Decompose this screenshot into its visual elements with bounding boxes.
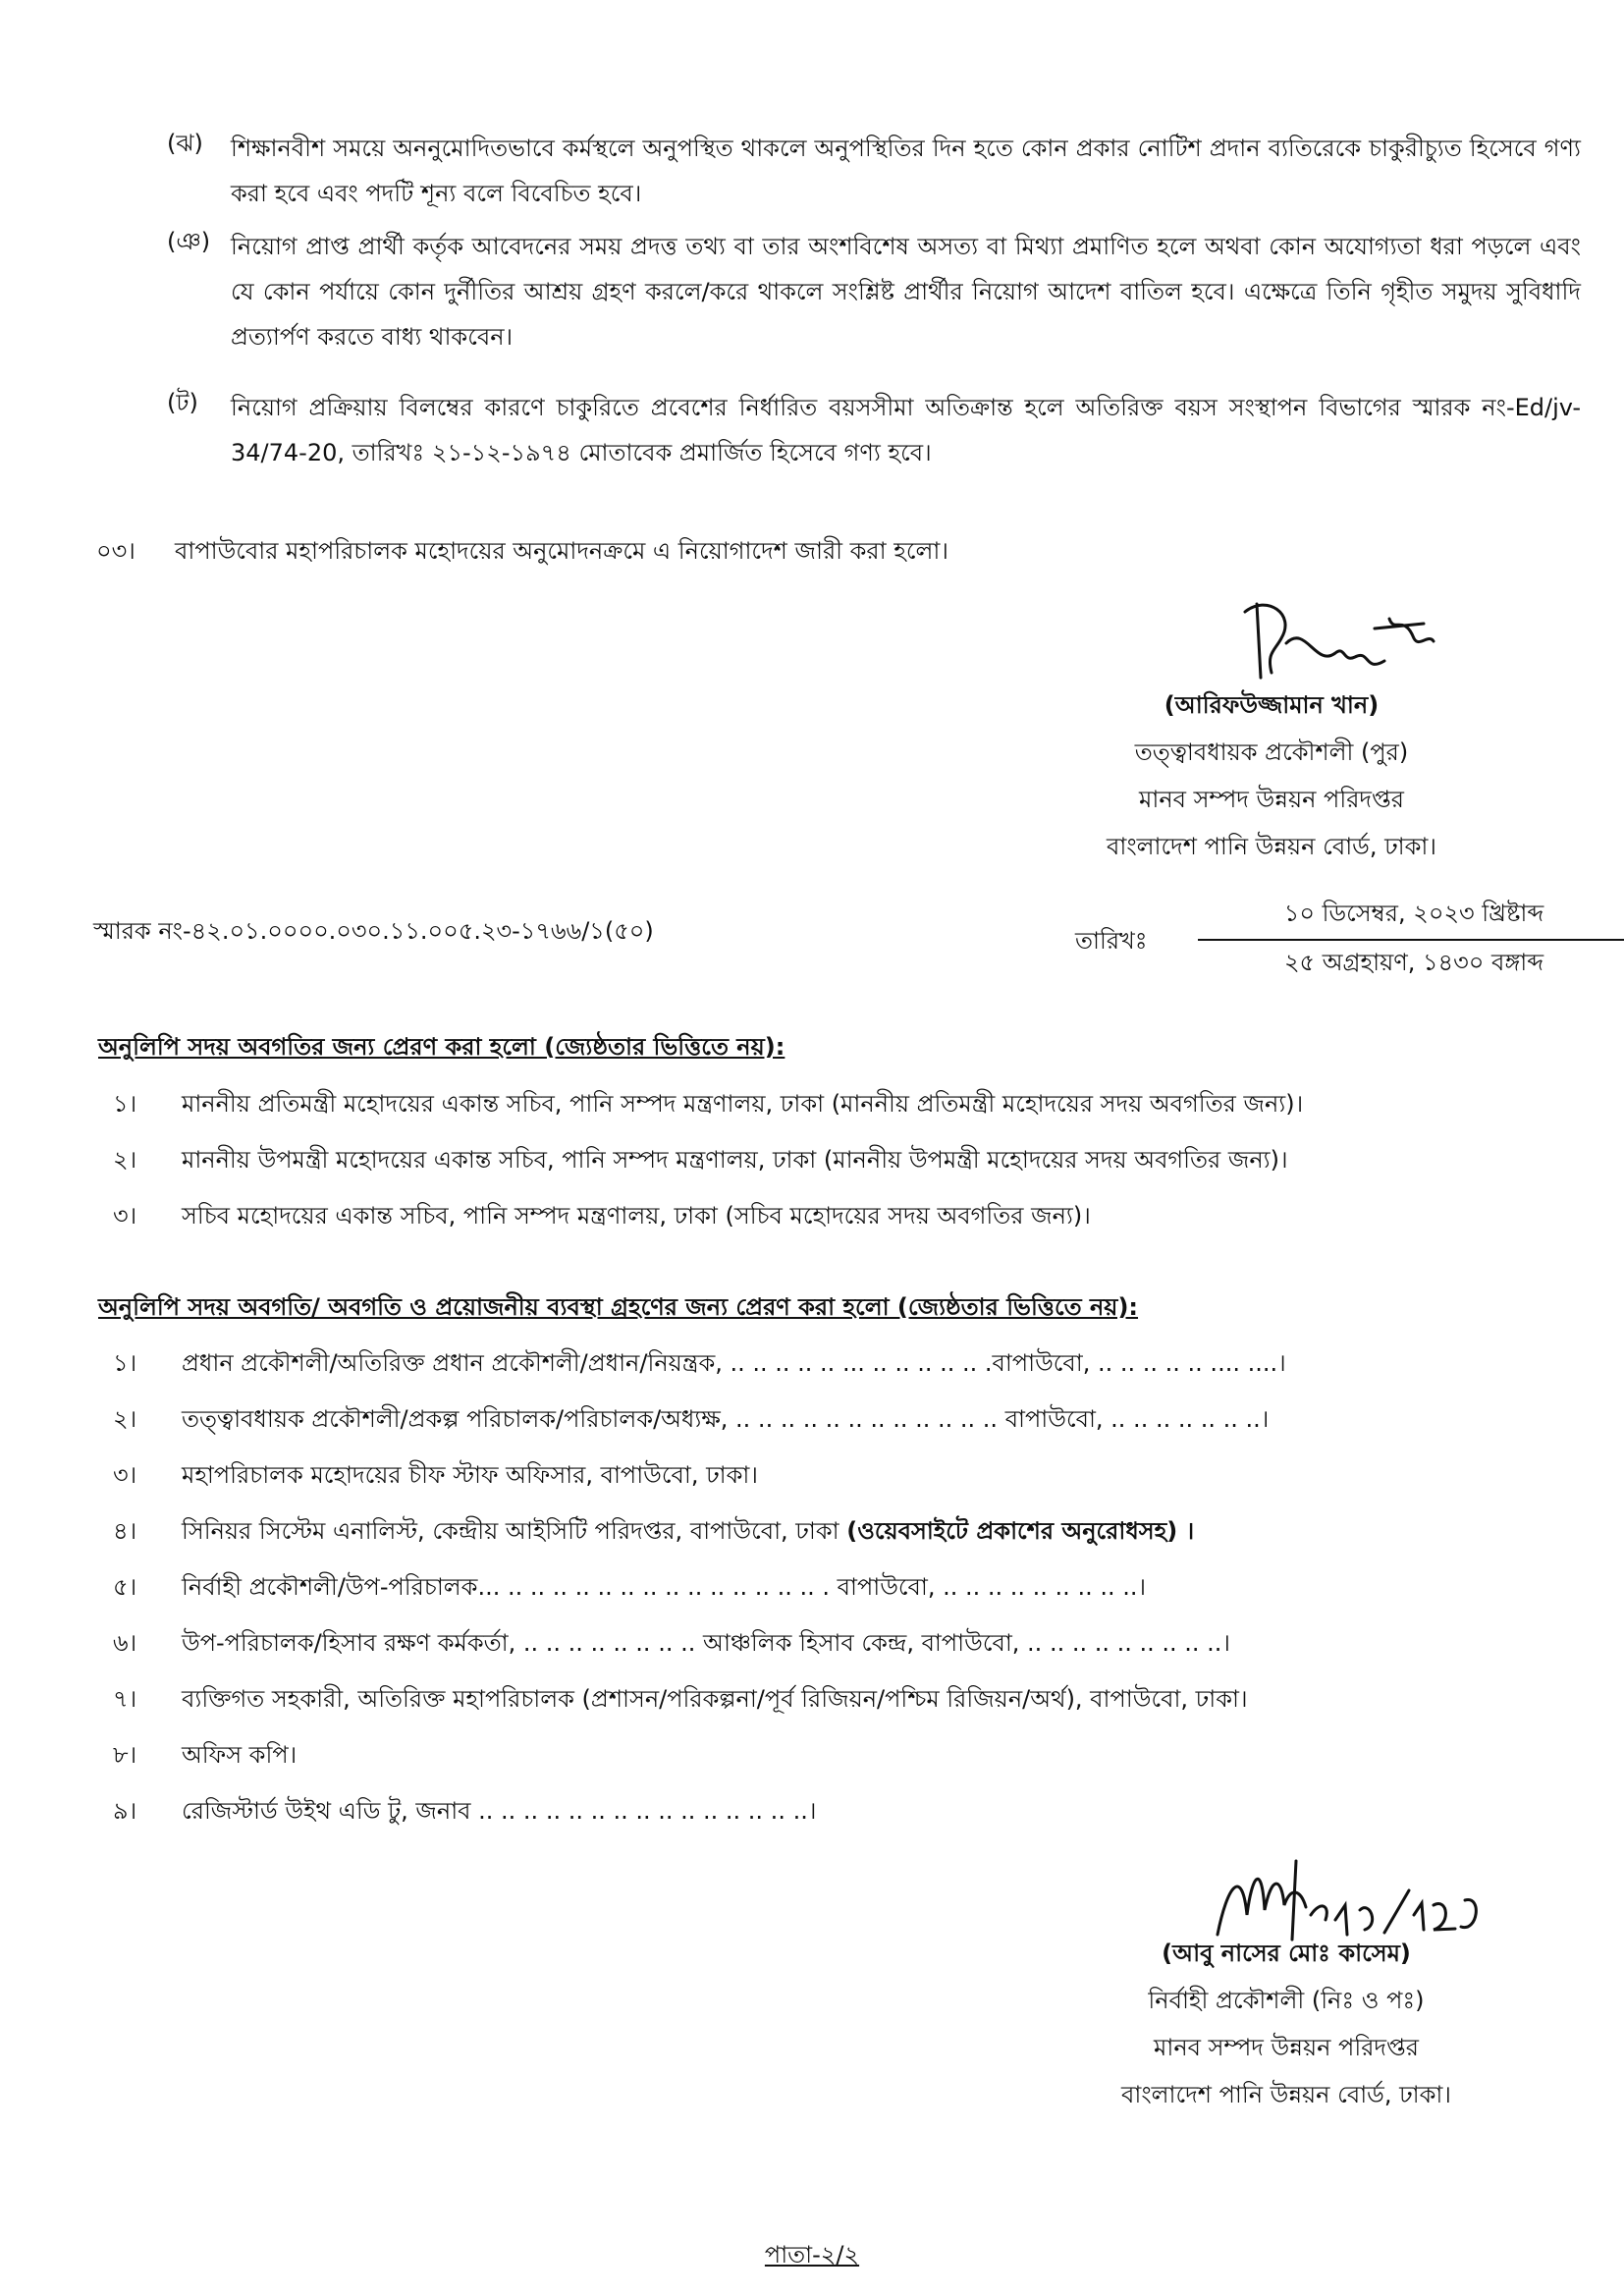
list-item-text: সিনিয়র সিস্টেম এনালিস্ট, কেন্দ্রীয় আইসিটি পরিদপ্তর, বাপাউবো, ঢাকা <box>182 1517 847 1545</box>
signatory-2-office: মানব সম্পদ উন্নয়ন পরিদপ্তর <box>1154 2034 1419 2061</box>
list-item <box>113 1345 1566 1385</box>
order-number: ০৩। <box>96 537 135 565</box>
list-item <box>113 1086 1566 1125</box>
signatory-2-block <box>1041 1930 1532 2118</box>
signatory-1-designation: তত্ত্বাবধায়ক প্রকৌশলী (পুর) <box>1134 738 1409 766</box>
signatory-2-designation: নির্বাহী প্রকৌশলী (নিঃ ও পঃ) <box>1148 1987 1425 2014</box>
clause-nya <box>167 224 1581 359</box>
clause-marker: (ঞ) <box>167 228 211 255</box>
signatory-2-org: বাংলাদেশ পানি উন্নয়ন বোর্ড, ঢাকা। <box>1121 2081 1451 2108</box>
list-item-number: ৩। <box>113 1202 137 1230</box>
list-item <box>113 1513 1566 1553</box>
list-item-number: ৭। <box>113 1685 137 1713</box>
list-item-number: ২। <box>113 1146 137 1174</box>
date-label: তারিখঃ <box>1075 927 1148 955</box>
list-item <box>113 1198 1566 1237</box>
list-item-number: ৬। <box>113 1629 137 1657</box>
list-item <box>113 1457 1566 1497</box>
list-item-text: প্রধান প্রকৌশলী/অতিরিক্ত প্রধান প্রকৌশলী/প্রধান/নিয়ন্ত্রক, .. .. .. .. .. ... .. .. .. .. .. .বাপাউবো, .. .. .. .. .. .... ....। <box>182 1349 1286 1377</box>
list-item-text: রেজিস্টার্ড উইথ এডি টু, জনাব .. .. .. .. .. .. .. .. .. .. .. .. .. .. ..। <box>182 1797 817 1825</box>
clause-jha <box>167 126 1581 216</box>
cc1-heading: অনুলিপি সদয় অবগতির জন্য প্রেরণ করা হলো (জ্যেষ্ঠতার ভিত্তিতে নয়): <box>98 1033 785 1061</box>
list-item-text: মাননীয় উপমন্ত্রী মহোদয়ের একান্ত সচিব, পানি সম্পদ মন্ত্রণালয়, ঢাকা (মাননীয় উপমন্ত্রী মহোদয়ের সদয় অবগতির জন্য)। <box>182 1146 1288 1174</box>
cc2-heading: অনুলিপি সদয় অবগতি/ অবগতি ও প্রয়োজনীয় ব্যবস্থা গ্রহণের জন্য প্রেরণ করা হলো (জ্যেষ্ঠতার ভিত্তিতে নয়): <box>98 1293 1139 1321</box>
list-item <box>113 1569 1566 1609</box>
list-item-number: ৮। <box>113 1741 137 1769</box>
list-item-text: সচিব মহোদয়ের একান্ত সচিব, পানি সম্পদ মন্ত্রণালয়, ঢাকা (সচিব মহোদয়ের সদয় অবগতির জন্য)। <box>182 1202 1091 1230</box>
signatory-1-block <box>1041 682 1502 870</box>
list-item-number: ৫। <box>113 1573 137 1601</box>
list-item-number: ১। <box>113 1349 137 1377</box>
date-gregorian: ১০ ডিসেম্বর, ২০২৩ খ্রিষ্টাব্দ <box>1198 896 1624 941</box>
list-item-text: ব্যক্তিগত সহকারী, অতিরিক্ত মহাপরিচালক (প্রশাসন/পরিকল্পনা/পূর্ব রিজিয়ন/পশ্চিম রিজিয়ন/অর্থ), বাপাউবো, ঢাকা। <box>182 1685 1248 1713</box>
list-item <box>113 1142 1566 1181</box>
list-item-bold-note: (ওয়েবসাইটে প্রকাশের অনুরোধসহ) । <box>846 1517 1195 1545</box>
list-item-text: তত্ত্বাবধায়ক প্রকৌশলী/প্রকল্প পরিচালক/পরিচালক/অধ্যক্ষ, .. .. .. .. .. .. .. .. .. .. .. .. বাপাউবো, .. .. .. .. .. .. ..। <box>182 1405 1270 1433</box>
signatory-1-org: বাংলাদেশ পানি উন্নয়ন বোর্ড, ঢাকা। <box>1107 833 1436 860</box>
list-item-text: মাননীয় প্রতিমন্ত্রী মহোদয়ের একান্ত সচিব, পানি সম্পদ মন্ত্রণালয়, ঢাকা (মাননীয় প্রতিমন্ত্রী মহোদয়ের সদয় অবগতির জন্য)। <box>182 1090 1304 1118</box>
list-item <box>113 1793 1566 1832</box>
list-item-text: নির্বাহী প্রকৌশলী/উপ-পরিচালক... .. .. .. .. .. .. .. .. .. .. .. .. .. .. . বাপাউবো, .. .. .. .. .. .. .. .. ..। <box>182 1573 1147 1601</box>
date-bangla: ২৫ অগ্রহায়ণ, ১৪৩০ বঙ্গাব্দ <box>1283 949 1544 976</box>
order-text: বাপাউবোর মহাপরিচালক মহোদয়ের অনুমোদনক্রমে এ নিয়োগাদেশ জারী করা হলো। <box>175 537 948 565</box>
signatory-1-name: (আরিফউজ্জামান খান) <box>1164 691 1380 719</box>
list-item <box>113 1401 1566 1441</box>
page-number: পাতা-২/২ <box>764 2241 860 2269</box>
signatory-2-name: (আবু নাসের মোঃ কাসেম) <box>1162 1940 1411 1967</box>
signature-1-image <box>1227 584 1443 692</box>
list-item-number: ৪। <box>113 1517 137 1545</box>
clause-text: নিয়োগ প্রক্রিয়ায় বিলম্বের কারণে চাকুরিতে প্রবেশের নির্ধারিত বয়সসীমা অতিক্রান্ত হলে অতিরিক্ত বয়স সংস্থাপন বিভাগের স্মারক নং-Ed/jv-34/74-20, তারিখঃ ২১-১২-১৯৭৪ মোতাবেক প্রমার্জিত হিসেবে গণ্য হবে। <box>231 394 1581 466</box>
clause-text: নিয়োগ প্রাপ্ত প্রার্থী কর্তৃক আবেদনের সময় প্রদত্ত তথ্য বা তার অংশবিশেষ অসত্য বা মিথ্যা প্রমাণিত হলে অথবা কোন অযোগ্যতা ধরা পড়লে এবং যে কোন পর্যায়ে কোন দুর্নীতির আশ্রয় গ্রহণ করলে/করে থাকলে সংশ্লিষ্ট প্রার্থীর নিয়োগ আদেশ বাতিল হবে। এক্ষেত্রে তিনি গৃহীত সমুদয় সুবিধাদি প্রত্যার্পণ করতে বাধ্য থাকবেন। <box>231 233 1581 351</box>
list-item-text: মহাপরিচালক মহোদয়ের চীফ স্টাফ অফিসার, বাপাউবো, ঢাকা। <box>182 1461 758 1489</box>
clause-marker: (ট) <box>167 389 198 416</box>
order-line <box>96 533 948 573</box>
clause-text: শিক্ষানবীশ সময়ে অননুমোদিতভাবে কর্মস্থলে অনুপস্থিত থাকলে অনুপস্থিতির দিন হতে কোন প্রকার নোটিশ প্রদান ব্যতিরেকে চাকুরীচ্যুত হিসেবে গণ্য করা হবে এবং পদটি শূন্য বলে বিবেচিত হবে। <box>231 135 1581 207</box>
list-item-number: ৩। <box>113 1461 137 1489</box>
clause-ta <box>167 385 1581 475</box>
list-item-number: ১। <box>113 1090 137 1118</box>
list-item-text: অফিস কপি। <box>182 1741 298 1769</box>
list-item <box>113 1737 1566 1777</box>
list-item-number: ৯। <box>113 1797 137 1825</box>
signatory-1-office: মানব সম্পদ উন্নয়ন পরিদপ্তর <box>1139 786 1404 813</box>
list-item-text: উপ-পরিচালক/হিসাব রক্ষণ কর্মকর্তা, .. .. .. .. .. .. .. .. আঞ্চলিক হিসাব কেন্দ্র, বাপাউবো, .. .. .. .. .. .. .. .. ..। <box>182 1629 1230 1657</box>
list-item <box>113 1681 1566 1721</box>
memo-reference: স্মারক নং-৪২.০১.০০০০.০৩০.১১.০০৫.২৩-১৭৬৬/১(৫০) <box>93 917 654 945</box>
clause-marker: (ঝ) <box>167 130 203 157</box>
list-item <box>113 1625 1566 1665</box>
list-item-number: ২। <box>113 1405 137 1433</box>
